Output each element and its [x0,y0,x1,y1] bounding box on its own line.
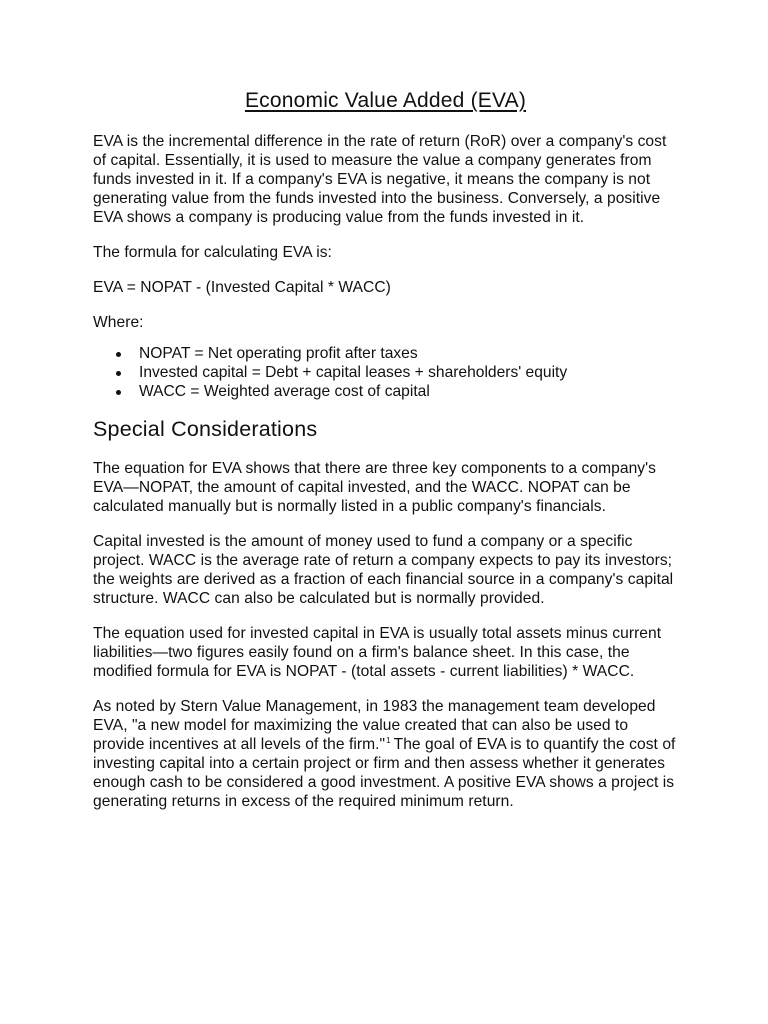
equation-paragraph: The equation used for invested capital in EVA is usually total assets minus current liabilities—two figures easily found on a firm's balance sheet. In this case, the modified formula for EVA is NOPAT - (total assets - current liabilities) * WACC. [93,625,662,680]
definition-item [139,344,678,363]
stern-text-after: The goal of EVA is to quantify the cost of investing capital into a certain project or firm and then assess whether it generates enough cash to be considered a good investment. A positive EVA shows a project is generating returns in excess of the required minimum return. [93,736,676,810]
definition-text: NOPAT = Net operating profit after taxes [139,345,418,362]
document-title: Economic Value Added (EVA) [244,89,527,112]
stern-text-before: As noted by Stern Value Management, in 1983 the management team developed EVA, "a new model for maximizing the value created that can also be used to provide incentives at all levels of the firm." [93,698,656,753]
eva-formula: EVA = NOPAT - (Invested Capital * WACC) [93,279,391,296]
definitions-list [93,344,678,401]
bullet-icon [116,352,121,357]
where-label: Where: [93,314,144,331]
formula-intro: The formula for calculating EVA is: [93,244,332,261]
definition-item [139,382,678,401]
stern-paragraph [93,697,678,811]
footnote-marker: 1 [386,735,391,745]
definition-text: Invested capital = Debt + capital leases + shareholders' equity [139,364,568,381]
definition-text: WACC = Weighted average cost of capital [139,383,430,400]
capital-paragraph: Capital invested is the amount of money used to fund a company or a specific project. WACC is the average rate of return a company expects to pay its investors; the weights are derived as a fraction of each financial source in a company's capital structure. WACC can also be calculated but is normally provided. [93,533,674,607]
bullet-icon [116,390,121,395]
intro-paragraph: EVA is the incremental difference in the rate of return (RoR) over a company's cost of capital. Essentially, it is used to measure the value a company generates from funds invested in it. If a company's EVA is negative, it means the company is not generating value from the funds invested into the business. Conversely, a positive EVA shows a company is producing value from the funds invested in it. [93,133,667,226]
definition-item [139,363,678,382]
components-paragraph: The equation for EVA shows that there are three key components to a company's EVA—NOPAT, the amount of capital invested, and the WACC. NOPAT can be calculated manually but is normally listed in a public company's financials. [93,460,657,515]
document-page [93,86,678,827]
bullet-icon [116,371,121,376]
section-heading: Special Considerations [93,417,318,441]
